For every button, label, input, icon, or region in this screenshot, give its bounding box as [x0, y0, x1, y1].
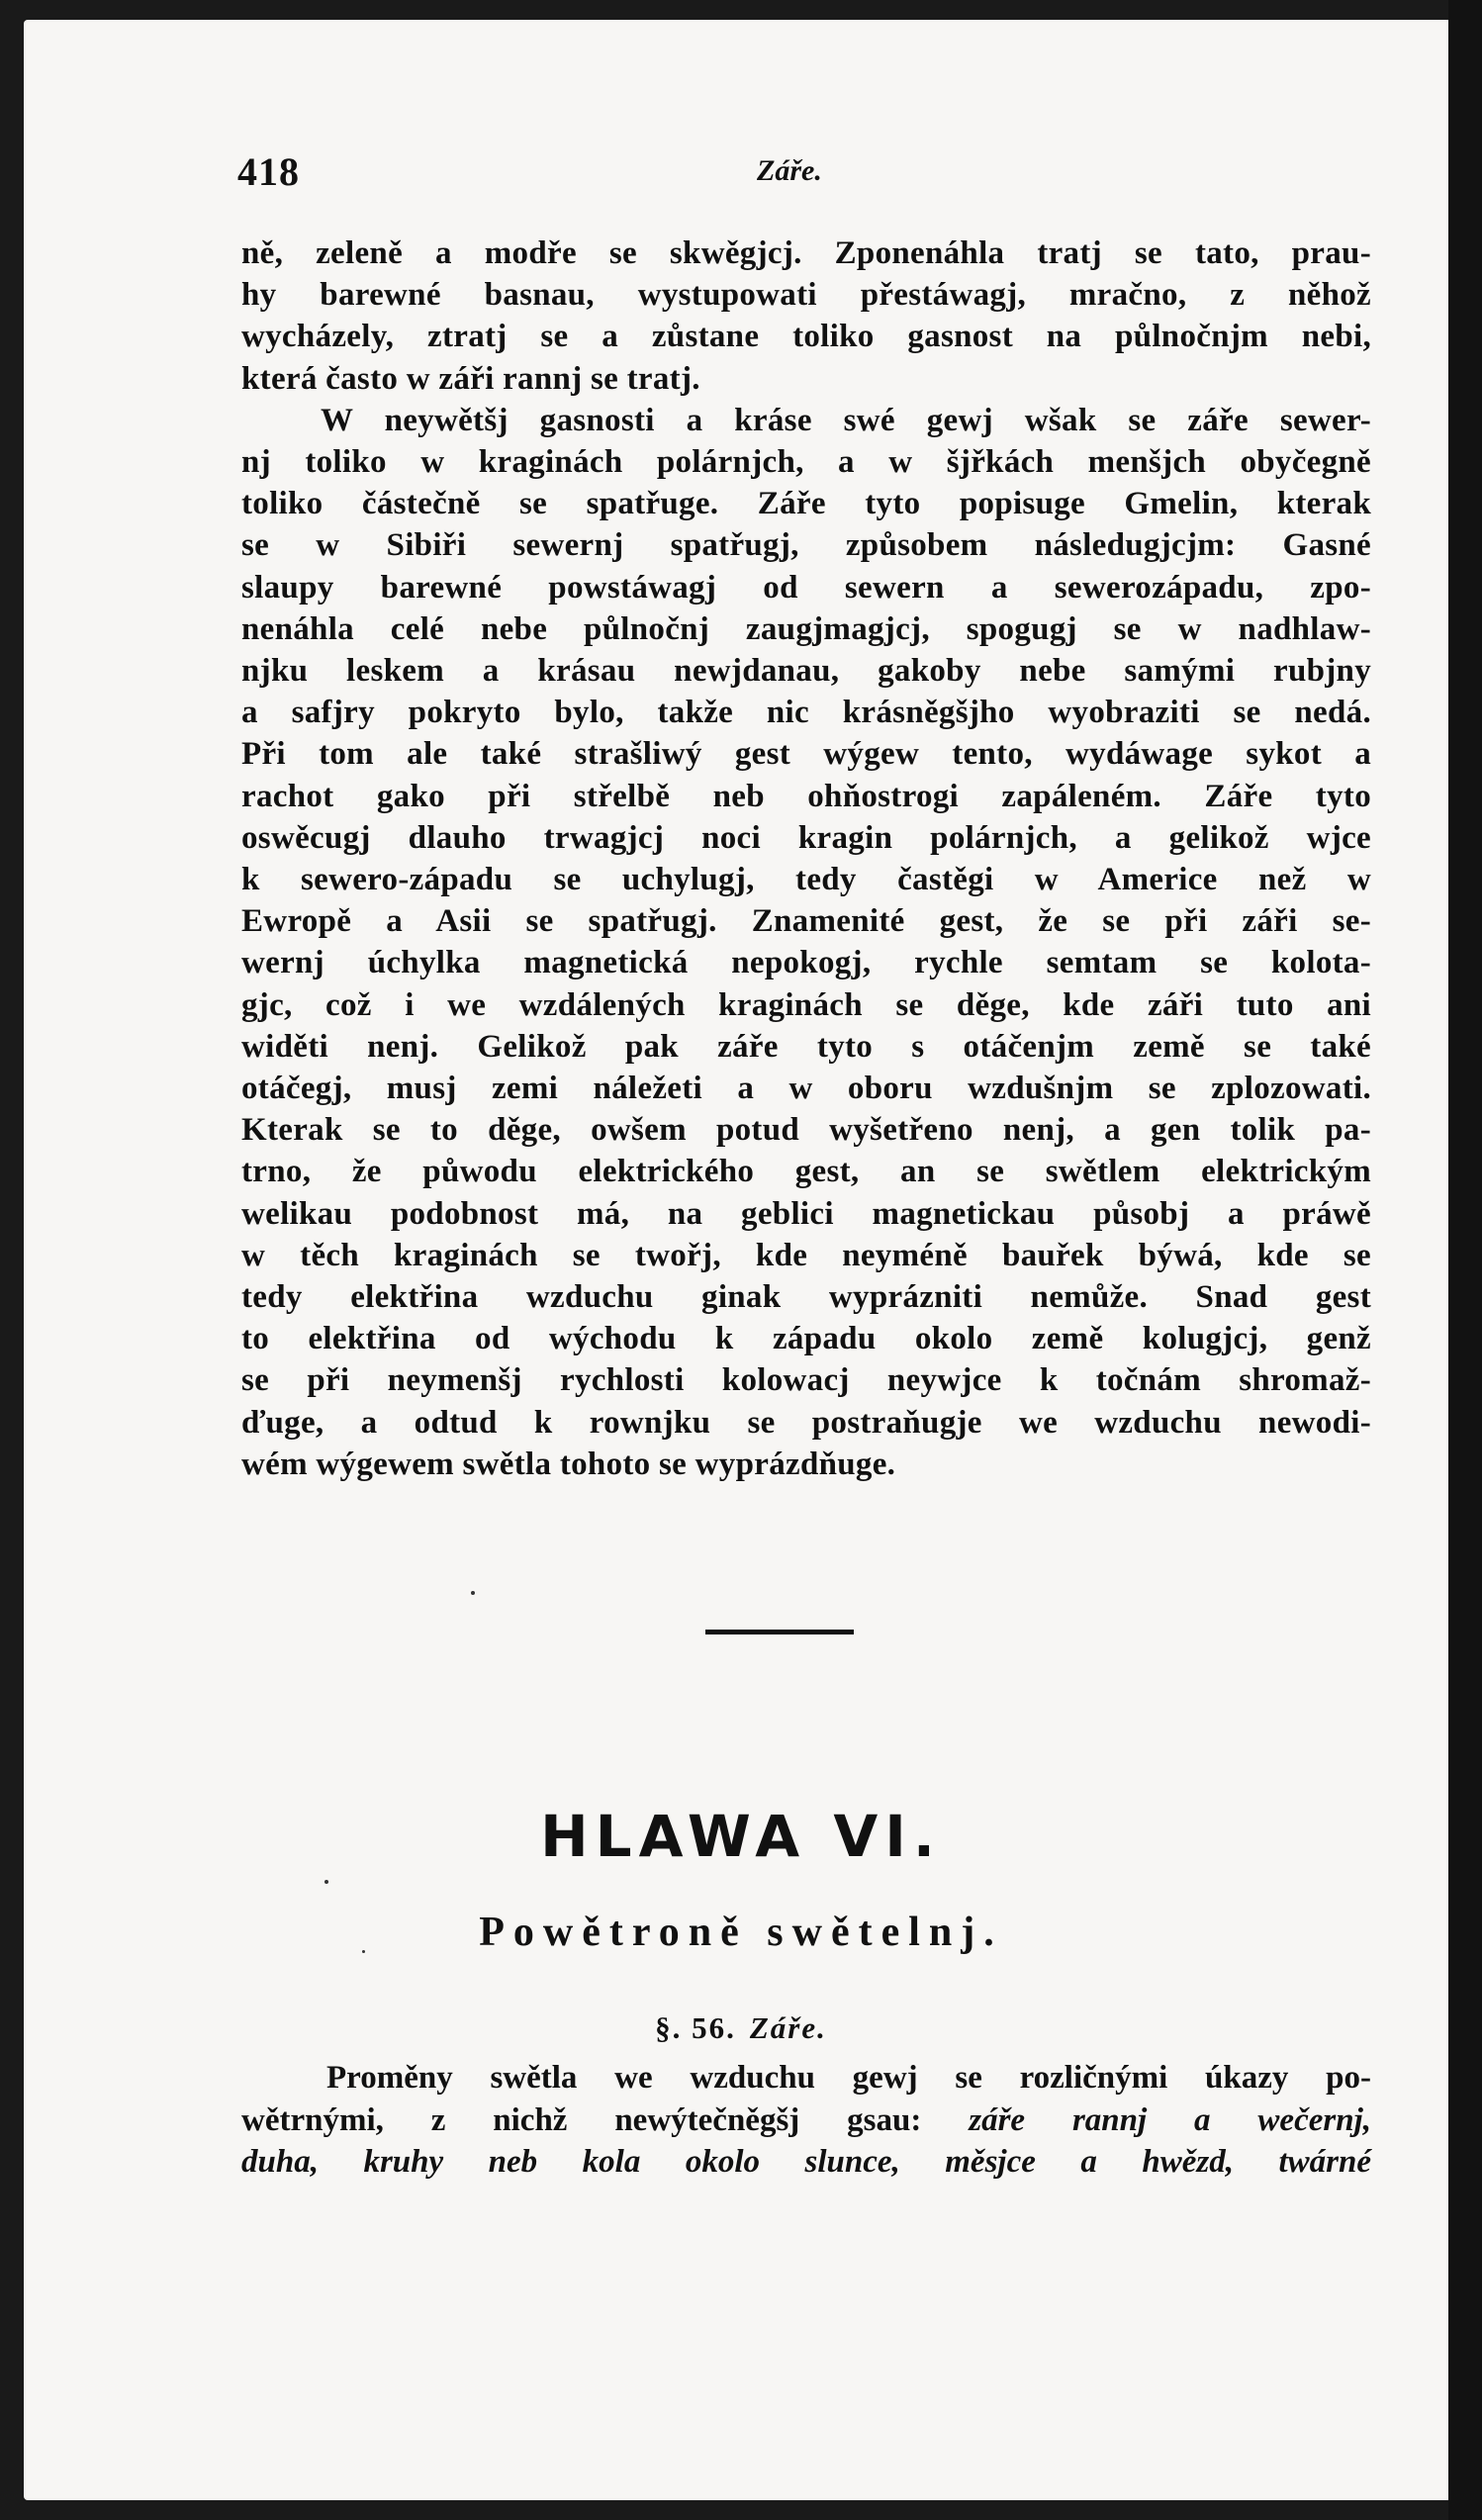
text-line: trno, že půwodu elektrického gest, an se swětlem elektrickým	[241, 1154, 1371, 1190]
text-line: to elektřina od wýchodu k západu okolo země kolugjcj, genž	[241, 1321, 1371, 1357]
text-line: toliko částečně se spatřuge. Záře tyto popisuge Gmelin, kterak	[241, 486, 1371, 522]
text-line: ně, zeleně a modře se skwěgjcj. Zponenáhla tratj se tato, prau-	[241, 235, 1371, 271]
text-line	[241, 2100, 1371, 2142]
text-line: welikau podobnost má, na geblici magnetickau působj a práwě	[241, 1195, 1371, 1232]
running-header	[237, 148, 1375, 198]
text-line: nenáhla celé nebe půlnočnj zaugjmagjcj, spogugj se w nadhlaw-	[241, 610, 1371, 647]
text-line: hy barewné basnau, wystupowati přestáwagj, mračno, z něhož	[241, 277, 1371, 314]
text-line: se w Sibiři sewernj spatřugj, způsobem následugjcjm: Gasné	[241, 527, 1371, 564]
section-heading	[0, 2010, 1482, 2046]
text-line: se při neymenšj rychlosti kolowacj neywjce k točnám shromaž-	[241, 1362, 1371, 1399]
text-line: W neywětšj gasnosti a kráse swé gewj wšak se záře sewer-	[321, 402, 1371, 438]
chapter-subtitle: Powětroně swětelnj.	[479, 1910, 1003, 1955]
scan-edge	[1448, 0, 1482, 2520]
section-name: Záře.	[749, 2010, 827, 2045]
text-italic: duha, kruhy neb kola okolo slunce, měsjce a hwězd, twárné	[241, 2144, 1371, 2180]
text-line: wycházely, ztratj se a zůstane toliko gasnost na půlnočnjm nebi,	[241, 319, 1371, 355]
text-line: oswěcugj dlauho trwagjcj noci kragin polárnjch, a gelikož wjce	[241, 819, 1371, 856]
text-line: otáčegj, musj zemi náležeti a w oboru wzdušnjm se zplozowati.	[241, 1071, 1371, 1107]
text-line: která často w záři rannj se tratj.	[241, 360, 700, 397]
running-title: Záře.	[757, 154, 822, 187]
text-line: Ewropě a Asii se spatřugj. Znamenité gest, že se při záři se-	[241, 903, 1371, 940]
scan-speck	[362, 1950, 365, 1953]
text-line: njku leskem a krásau newjdanau, gakoby nebe samými rubjny	[241, 653, 1371, 690]
text-line: ďuge, a odtud k rownjku se postraňugje we wzduchu newodi-	[241, 1404, 1371, 1441]
text-line: k sewero-západu se uchylugj, tedy častěgi w Americe než w	[241, 862, 1371, 898]
text-normal: Proměny swětla we wzduchu gewj se rozličnými úkazy po-	[326, 2060, 1371, 2096]
text-line: Při tom ale také strašliwý gest wýgew tento, wydáwage sykot a	[241, 736, 1371, 773]
body-text	[241, 233, 1371, 1485]
text-line: widěti nenj. Gelikož pak záře tyto s otáčenjm země se také	[241, 1028, 1371, 1065]
scan-speck	[324, 1880, 328, 1884]
closing-text	[241, 2057, 1371, 2184]
text-line	[241, 2057, 1371, 2100]
text-line: w těch kraginách se twořj, kde neyméně bauřek býwá, kde se	[241, 1237, 1371, 1273]
page-number: 418	[237, 149, 300, 194]
text-italic: záře rannj a wečernj,	[969, 2101, 1371, 2138]
text-line: nj toliko w kraginách polárnjch, a w šjřkách menšjch obyčegně	[241, 444, 1371, 481]
section-divider	[705, 1630, 854, 1634]
text-line: Kterak se to děge, owšem potud wyšetřeno nenj, a gen tolik pa-	[241, 1112, 1371, 1149]
text-normal: wětrnými, z nichž newýtečněgšj gsau:	[241, 2101, 970, 2138]
text-line: rachot gako při střelbě neb ohňostrogi zapáleném. Záře tyto	[241, 778, 1371, 814]
text-line: tedy elektřina wzduchu ginak wyprázniti nemůže. Snad gest	[241, 1279, 1371, 1316]
text-line: wernj úchylka magnetická nepokogj, rychle semtam se kolota-	[241, 945, 1371, 981]
chapter-title: HLAWA VI.	[540, 1803, 942, 1870]
text-line: gjc, což i we wzdálených kraginách se děge, kde záři tuto ani	[241, 986, 1371, 1023]
scan-speck	[471, 1591, 475, 1595]
text-line	[241, 2141, 1371, 2184]
text-line: slaupy barewné powstáwagj od sewern a sewerozápadu, zpo-	[241, 569, 1371, 606]
text-line: wém wýgewem swětla tohoto se wyprázdňuge.	[241, 1446, 896, 1482]
section-number: §. 56.	[655, 2010, 736, 2045]
text-line: a safjry pokryto bylo, takže nic krásněgšjho wyobraziti se nedá.	[241, 695, 1371, 731]
